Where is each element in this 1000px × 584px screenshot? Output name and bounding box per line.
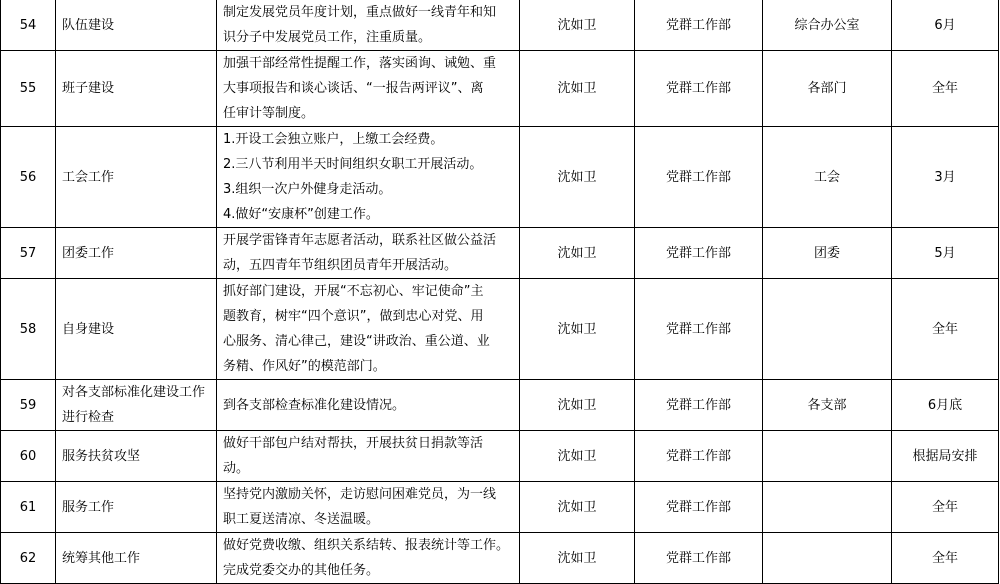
work-content — [217, 127, 520, 228]
work-item — [56, 51, 217, 127]
completion-time: 6月底 — [892, 380, 999, 431]
table-row — [1, 533, 999, 584]
work-item-line: 团委工作 — [62, 245, 115, 261]
responsible-department: 各支部 — [763, 380, 892, 431]
work-item-line: 对各支部标准化建设工作 — [62, 385, 206, 400]
row-number: 56 — [1, 127, 56, 228]
responsible-leader: 沈如卫 — [520, 533, 635, 584]
work-content-line: 抓好部门建设，开展“不忘初心、牢记使命”主 — [223, 284, 484, 299]
lead-department: 党群工作部 — [635, 279, 763, 380]
completion-time: 全年 — [892, 533, 999, 584]
work-item-line: 进行检查 — [62, 410, 115, 425]
work-content — [217, 0, 520, 51]
work-content-line: 到各支部检查标准化建设情况。 — [223, 397, 406, 413]
table-row — [1, 279, 999, 380]
completion-time: 全年 — [892, 279, 999, 380]
responsible-department: 综合办公室 — [763, 0, 892, 51]
lead-department: 党群工作部 — [635, 51, 763, 127]
work-content-line: 4.做好“安康杯”创建工作。 — [223, 207, 379, 222]
work-item-line: 班子建设 — [62, 81, 115, 96]
work-item — [56, 380, 217, 431]
lead-department: 党群工作部 — [635, 127, 763, 228]
work-content — [217, 51, 520, 127]
work-content — [217, 482, 520, 533]
table-row — [1, 228, 999, 279]
work-content — [217, 279, 520, 380]
row-number: 62 — [1, 533, 56, 584]
completion-time: 全年 — [892, 482, 999, 533]
completion-time: 全年 — [892, 51, 999, 127]
responsible-leader: 沈如卫 — [520, 51, 635, 127]
work-content-line: 任审计等制度。 — [223, 106, 315, 121]
work-item-line: 自身建设 — [62, 321, 115, 337]
completion-time: 3月 — [892, 127, 999, 228]
work-content-line: 3.组织一次户外健身走活动。 — [223, 182, 392, 197]
row-number: 61 — [1, 482, 56, 533]
responsible-department — [763, 533, 892, 584]
work-content-line: 题教育，树牢“四个意识”，做到忠心对党、用 — [223, 309, 484, 324]
work-item — [56, 0, 217, 51]
work-content-line: 2.三八节利用半天时间组织女职工开展活动。 — [223, 157, 483, 172]
responsible-leader: 沈如卫 — [520, 127, 635, 228]
work-item-line: 队伍建设 — [62, 17, 115, 33]
table-row — [1, 51, 999, 127]
row-number: 58 — [1, 279, 56, 380]
lead-department: 党群工作部 — [635, 482, 763, 533]
responsible-department: 各部门 — [763, 51, 892, 127]
work-item-line: 工会工作 — [62, 169, 115, 185]
work-content-line: 做好干部包户结对帮扶，开展扶贫日捐款等活 — [223, 436, 484, 451]
responsible-department — [763, 431, 892, 482]
work-content-line: 开展学雷锋青年志愿者活动，联系社区做公益活 — [223, 233, 497, 248]
work-content-line: 加强干部经常性提醒工作，落实函询、诫勉、重 — [223, 56, 497, 71]
work-content — [217, 533, 520, 584]
responsible-department — [763, 482, 892, 533]
row-number: 55 — [1, 51, 56, 127]
work-content — [217, 380, 520, 431]
work-content-line: 识分子中发展党员工作，注重质量。 — [223, 30, 432, 45]
work-item — [56, 431, 217, 482]
responsible-department: 团委 — [763, 228, 892, 279]
responsible-department: 工会 — [763, 127, 892, 228]
row-number: 59 — [1, 380, 56, 431]
work-content-line: 坚持党内激励关怀，走访慰问困难党员，为一线 — [223, 487, 497, 502]
responsible-leader: 沈如卫 — [520, 228, 635, 279]
work-content-line: 动。 — [223, 461, 250, 476]
lead-department: 党群工作部 — [635, 533, 763, 584]
work-content-line: 动，五四青年节组织团员青年开展活动。 — [223, 258, 458, 273]
responsible-leader: 沈如卫 — [520, 0, 635, 51]
work-content-line: 1.开设工会独立账户，上缴工会经费。 — [223, 132, 444, 147]
completion-time: 5月 — [892, 228, 999, 279]
lead-department: 党群工作部 — [635, 380, 763, 431]
table-row — [1, 0, 999, 51]
work-item — [56, 482, 217, 533]
work-item — [56, 127, 217, 228]
work-item — [56, 228, 217, 279]
work-item — [56, 279, 217, 380]
responsible-leader: 沈如卫 — [520, 482, 635, 533]
work-content-line: 心服务、清心律己，建设“讲政治、重公道、业 — [223, 334, 490, 349]
table-row — [1, 380, 999, 431]
row-number: 54 — [1, 0, 56, 51]
work-content-line: 务精、作风好”的模范部门。 — [223, 359, 386, 374]
work-content-line: 完成党委交办的其他任务。 — [223, 563, 380, 578]
completion-time: 6月 — [892, 0, 999, 51]
table-row — [1, 431, 999, 482]
table-row — [1, 127, 999, 228]
work-item — [56, 533, 217, 584]
table-row — [1, 482, 999, 533]
work-item-line: 服务扶贫攻坚 — [62, 448, 141, 464]
row-number: 57 — [1, 228, 56, 279]
responsible-leader: 沈如卫 — [520, 431, 635, 482]
work-item-line: 统筹其他工作 — [62, 550, 141, 566]
lead-department: 党群工作部 — [635, 0, 763, 51]
work-content-line: 职工夏送清凉、冬送温暖。 — [223, 512, 380, 527]
work-item-line: 服务工作 — [62, 499, 115, 515]
completion-time: 根据局安排 — [892, 431, 999, 482]
work-content — [217, 431, 520, 482]
lead-department: 党群工作部 — [635, 228, 763, 279]
row-number: 60 — [1, 431, 56, 482]
work-content-line: 制定发展党员年度计划，重点做好一线青年和知 — [223, 5, 497, 20]
lead-department: 党群工作部 — [635, 431, 763, 482]
responsible-leader: 沈如卫 — [520, 380, 635, 431]
work-content-line: 大事项报告和谈心谈话、“一报告两评议”、离 — [223, 81, 484, 96]
work-content-line: 做好党费收缴、组织关系结转、报表统计等工作。 — [223, 538, 510, 553]
responsible-leader: 沈如卫 — [520, 279, 635, 380]
work-content — [217, 228, 520, 279]
responsible-department — [763, 279, 892, 380]
